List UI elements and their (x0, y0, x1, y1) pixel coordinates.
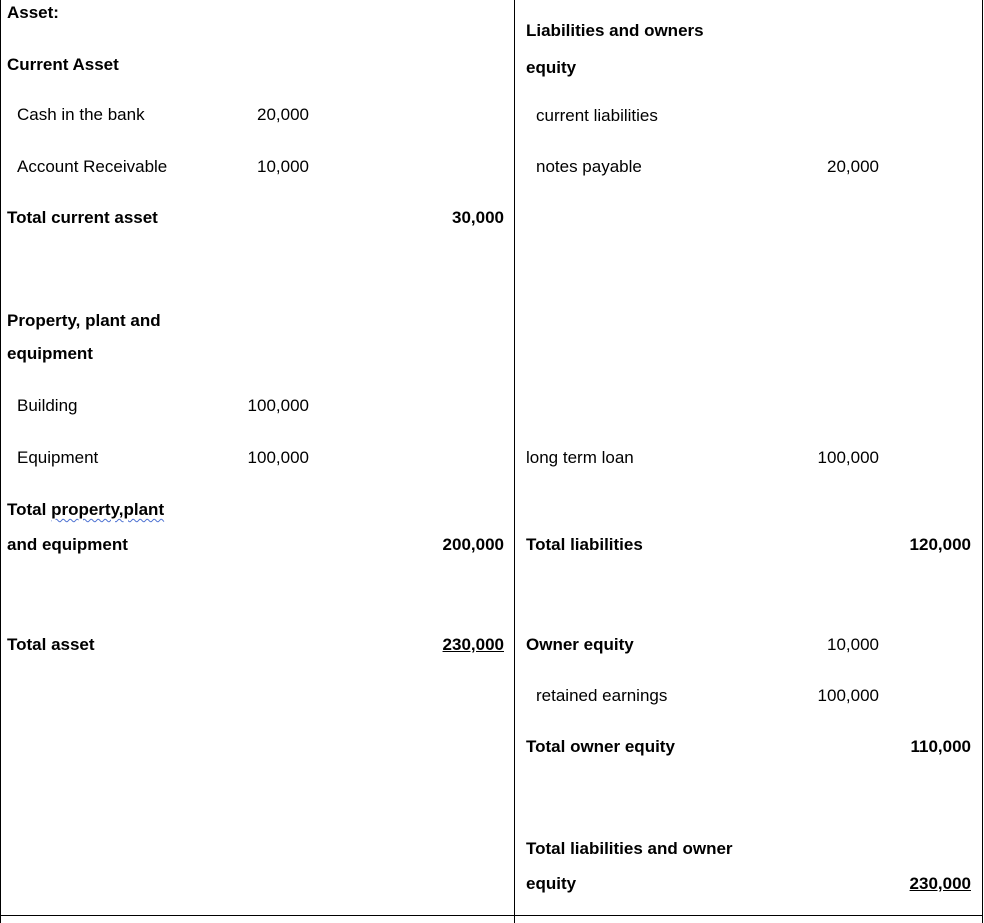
total-owner-equity-value: 110,000 (910, 737, 971, 756)
liabilities-heading-line2: equity (526, 58, 577, 77)
total-asset-value: 230,000 (442, 635, 504, 654)
equipment-label: Equipment (17, 448, 99, 467)
total-owner-equity-label: Total owner equity (526, 737, 675, 756)
total-ppe-prefix: Total (7, 500, 52, 519)
cash-label: Cash in the bank (17, 105, 145, 124)
ppe-heading-line2: equipment (7, 344, 93, 363)
spellcheck-underlined-word: property,plant (51, 500, 165, 519)
total-ppe-label-line2: and equipment (7, 535, 128, 554)
current-asset-heading: Current Asset (7, 55, 119, 74)
owner-equity-value: 10,000 (827, 635, 879, 654)
left-border (0, 0, 1, 923)
total-liabilities-value: 120,000 (909, 535, 971, 554)
total-liabilities-equity-label-line1: Total liabilities and owner (526, 839, 733, 858)
long-term-loan-value: 100,000 (817, 448, 879, 467)
cash-value: 20,000 (257, 105, 309, 124)
total-liabilities-label: Total liabilities (526, 535, 643, 554)
ppe-heading-line1: Property, plant and (7, 311, 161, 330)
total-current-asset-value: 30,000 (452, 208, 504, 227)
accounts-receivable-label: Account Receivable (17, 157, 168, 176)
liabilities-heading-line1: Liabilities and owners (526, 21, 704, 40)
bottom-border (0, 915, 983, 916)
long-term-loan-label: long term loan (526, 448, 634, 467)
building-value: 100,000 (247, 396, 309, 415)
retained-earnings-value: 100,000 (817, 686, 879, 705)
right-border (982, 0, 983, 923)
total-liabilities-equity-label-line2: equity (526, 874, 577, 893)
total-liabilities-equity-value: 230,000 (909, 874, 971, 893)
notes-payable-label: notes payable (536, 157, 642, 176)
notes-payable-value: 20,000 (827, 157, 879, 176)
total-ppe-label-line1 (7, 500, 164, 520)
total-current-asset-label: Total current asset (7, 208, 158, 227)
equipment-value: 100,000 (247, 448, 309, 467)
total-asset-label: Total asset (7, 635, 95, 654)
accounts-receivable-value: 10,000 (257, 157, 309, 176)
retained-earnings-label: retained earnings (536, 686, 668, 705)
total-ppe-value: 200,000 (442, 535, 504, 554)
building-label: Building (17, 396, 78, 415)
assets-heading: Asset: (7, 3, 59, 22)
center-divider (514, 0, 515, 923)
owner-equity-label: Owner equity (526, 635, 634, 654)
current-liabilities-heading: current liabilities (536, 106, 658, 125)
